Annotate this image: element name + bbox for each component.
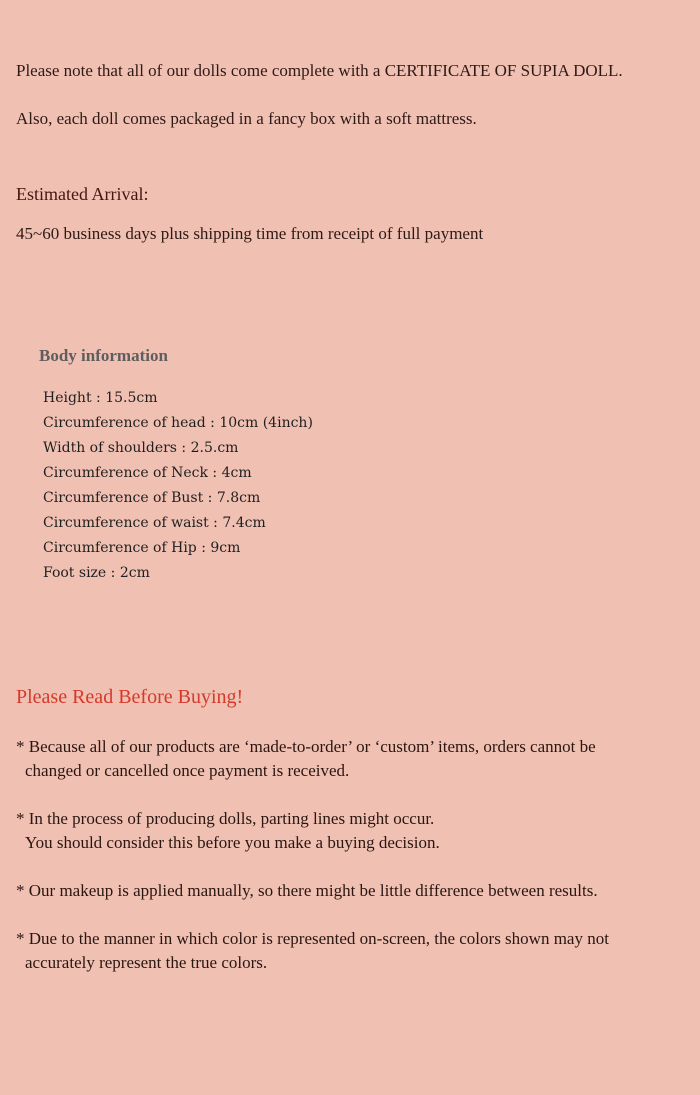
notice-line: You should consider this before you make a buying decision. <box>25 833 440 852</box>
certificate-note: Please note that all of our dolls come complete with a CERTIFICATE OF SUPIA DOLL. <box>16 61 623 80</box>
estimated-arrival-text: 45~60 business days plus shipping time from receipt of full payment <box>16 224 484 243</box>
measurement-bust-circumference: Circumference of Bust : 7.8cm <box>43 490 261 506</box>
measurement-head-circumference: Circumference of head : 10cm (4inch) <box>43 415 313 431</box>
body-information-heading: Body information <box>39 346 168 365</box>
packaging-note: Also, each doll comes packaged in a fancy box with a soft mattress. <box>16 109 477 128</box>
notice-line: * Our makeup is applied manually, so there might be little difference between results. <box>16 881 598 900</box>
notice-color-representation <box>16 927 609 975</box>
notice-line: * In the process of producing dolls, parting lines might occur. <box>16 809 435 828</box>
notice-parting-lines <box>16 807 440 855</box>
notice-line: * Due to the manner in which color is represented on-screen, the colors shown may not <box>16 929 609 948</box>
measurement-height: Height : 15.5cm <box>43 390 158 406</box>
notice-line: * Because all of our products are ‘made-to-order’ or ‘custom’ items, orders cannot be <box>16 737 596 756</box>
notice-makeup <box>16 879 598 903</box>
measurement-neck-circumference: Circumference of Neck : 4cm <box>43 465 252 481</box>
please-read-heading: Please Read Before Buying! <box>16 686 244 708</box>
estimated-arrival-heading: Estimated Arrival: <box>16 184 149 204</box>
notice-line: changed or cancelled once payment is received. <box>25 761 350 780</box>
measurement-foot-size: Foot size : 2cm <box>43 565 150 581</box>
measurement-waist-circumference: Circumference of waist : 7.4cm <box>43 515 266 531</box>
notice-line: accurately represent the true colors. <box>25 953 268 972</box>
notice-made-to-order <box>16 735 596 783</box>
measurement-hip-circumference: Circumference of Hip : 9cm <box>43 540 241 556</box>
measurement-shoulder-width: Width of shoulders : 2.5.cm <box>43 440 239 456</box>
body-measurements-list <box>43 388 313 588</box>
